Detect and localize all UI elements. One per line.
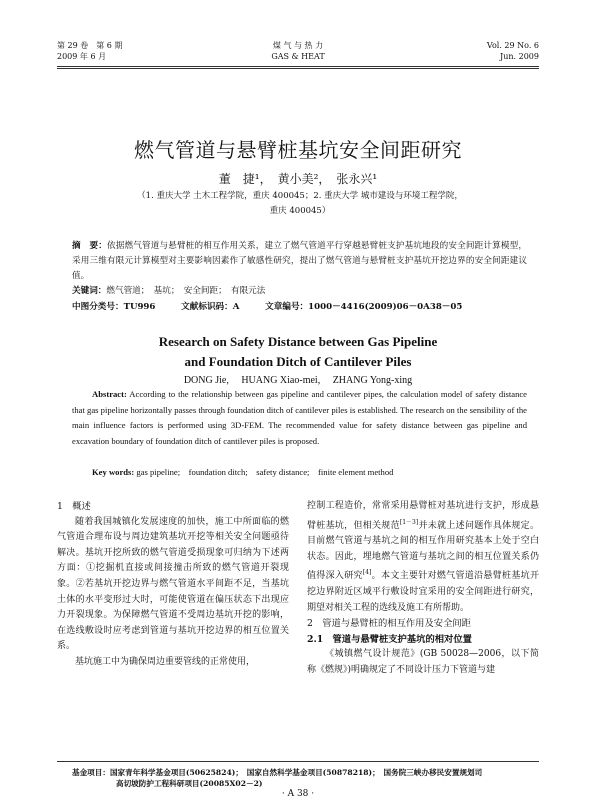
- funding-text: 国家青年科学基金项目(50625824)； 国家自然科学基金项目(50878218)； 国务院三峡办移民安置规划司: [109, 768, 483, 777]
- issue-date: 2009 年 6 月: [57, 52, 107, 61]
- text-run: 。本文主要针对燃气管道沿悬臂桩基坑开挖边界附近区域平行敷设时宜采用的安全间距进行研究，期望对相关工程的选线及施工有所帮助。: [307, 571, 539, 613]
- funding-label: 基金项目：: [72, 768, 110, 777]
- affiliation-line: 重庆 400045）: [269, 206, 331, 216]
- footnote-rule: [57, 761, 539, 762]
- title-line: Research on Safety Distance between Gas Pipeline: [158, 334, 438, 349]
- funding-note: [72, 767, 537, 789]
- abstract-label-en: Abstract:: [92, 389, 127, 399]
- volume-issue: 第 29 卷 第 6 期: [57, 41, 123, 50]
- subsection-heading: 2.1 管道与悬臂桩支护基坑的相对位置: [307, 633, 472, 645]
- abstract-text-cn: 依据燃气管道与悬臂桩的相互作用关系，建立了燃气管道平行穿越悬臂桩支护基坑地段的安全间距计算模型，采用三维有限元计算模型对主要影响因素作了敏感性研究，提出了燃气管道与悬臂桩支护基坑开挖边界的安全间距建议值。: [72, 241, 527, 281]
- abstract-en: [72, 387, 527, 449]
- keywords-label-cn: 关键词：: [72, 286, 107, 296]
- body-paragraph: 基坑施工中为确保周边重要管线的正常使用，: [75, 656, 256, 667]
- abstract-text-en: According to the relationship between gas pipeline and cantilever pipes, the calculation model of safety distance that gas pipeline horizontally passes through foundation ditch of cantilever piles is established. The research on the sensibility of the main influence factors is performed using 3D-FEM. The recommended value for safety distance between gas pipeline and excavation boundary of foundation ditch of cantilever piles is proposed.: [72, 389, 527, 446]
- running-header-right: [487, 40, 539, 62]
- body-paragraph: 随着我国城镇化发展速度的加快，施工中所面临的燃气管道合理布设与周边建筑基坑开挖等相关安全问题亟待解决。基坑开挖所致的燃气管道受损现象可归纳为下述两方面：①挖掘机直接或间接撞击所致的燃气管道开裂现象。②若基坑开挖边界与燃气管道水平间距不足，当基坑土体的水平变形过大时，可能使管道在偏压状态下出现应力开裂现象。为保障燃气管道不受周边基坑开挖的影响，在选线敷设时应考虑到管道与基坑开挖边界的相互位置关系。: [57, 516, 289, 652]
- affiliations-cn: [100, 189, 500, 219]
- keywords-en: [92, 466, 527, 478]
- issue-date-en: Jun. 2009: [500, 52, 539, 61]
- abstract-cn: [72, 239, 527, 299]
- funding-text: 高切坡防护工程科研项目(20085X02－2): [116, 779, 263, 788]
- text-run: 并未就上述问题作具体规定。目前燃气管道与基坑之间的相互作用研究基本上处于空白状态。因此，埋地燃气管道与基坑之间的相互位置关系仍值得深入研究: [307, 520, 539, 582]
- paper-title-en: [0, 332, 596, 372]
- journal-name-en: GAS & HEAT: [271, 52, 325, 61]
- journal-name-cn: 煤 气 与 热 力: [272, 41, 324, 50]
- authors-en: DONG Jie, HUANG Xiao-mei, ZHANG Yong-xing: [183, 375, 413, 386]
- header-rule-bottom: [57, 68, 539, 69]
- keywords-text-en: gas pipeline; foundation ditch; safety distance; finite element method: [136, 467, 394, 477]
- keywords-text-cn: 燃气管道； 基坑； 安全间距； 有限元法: [106, 286, 266, 296]
- page-number: · A 38 ·: [281, 789, 315, 799]
- abstract-label-cn: 摘 要：: [72, 241, 108, 251]
- paper-title-cn: 燃气管道与悬臂桩基坑安全间距研究: [134, 138, 462, 162]
- title-line: and Foundation Ditch of Cantilever Piles: [184, 354, 412, 369]
- citation-ref: [4]: [362, 569, 372, 577]
- section-heading: 2 管道与悬臂桩的相互作用及安全间距: [307, 618, 471, 630]
- volume-issue-en: Vol. 29 No. 6: [486, 41, 539, 50]
- body-paragraph: [307, 499, 539, 616]
- authors-cn: 董 捷¹， 黄小美²， 张永兴¹: [218, 172, 378, 186]
- body-column-right: [307, 499, 539, 679]
- keywords-label-en: Key words:: [92, 467, 135, 477]
- classification-line: 中图分类号：TU996 文献标识码：A 文章编号：1000－4416(2009)06－0A38－05: [72, 302, 463, 312]
- citation-ref: [1－3]: [399, 518, 419, 526]
- text-run: 控制工程造价，常常采用悬臂桩对基坑进行支护，形成悬臂桩基坑，但相关规范: [307, 501, 539, 531]
- body-column-left: [57, 499, 289, 671]
- affiliation-line: （1. 重庆大学 土木工程学院，重庆 400045；2. 重庆大学 城市建设与环境工程学院，: [137, 191, 463, 201]
- section-heading: 1 概述: [57, 501, 91, 512]
- body-paragraph: 《城镇燃气设计规范》(GB 50028—2006，以下简称《燃规》)明确规定了不同设计压力下管道与建: [307, 649, 539, 675]
- header-rule-top: [57, 66, 539, 67]
